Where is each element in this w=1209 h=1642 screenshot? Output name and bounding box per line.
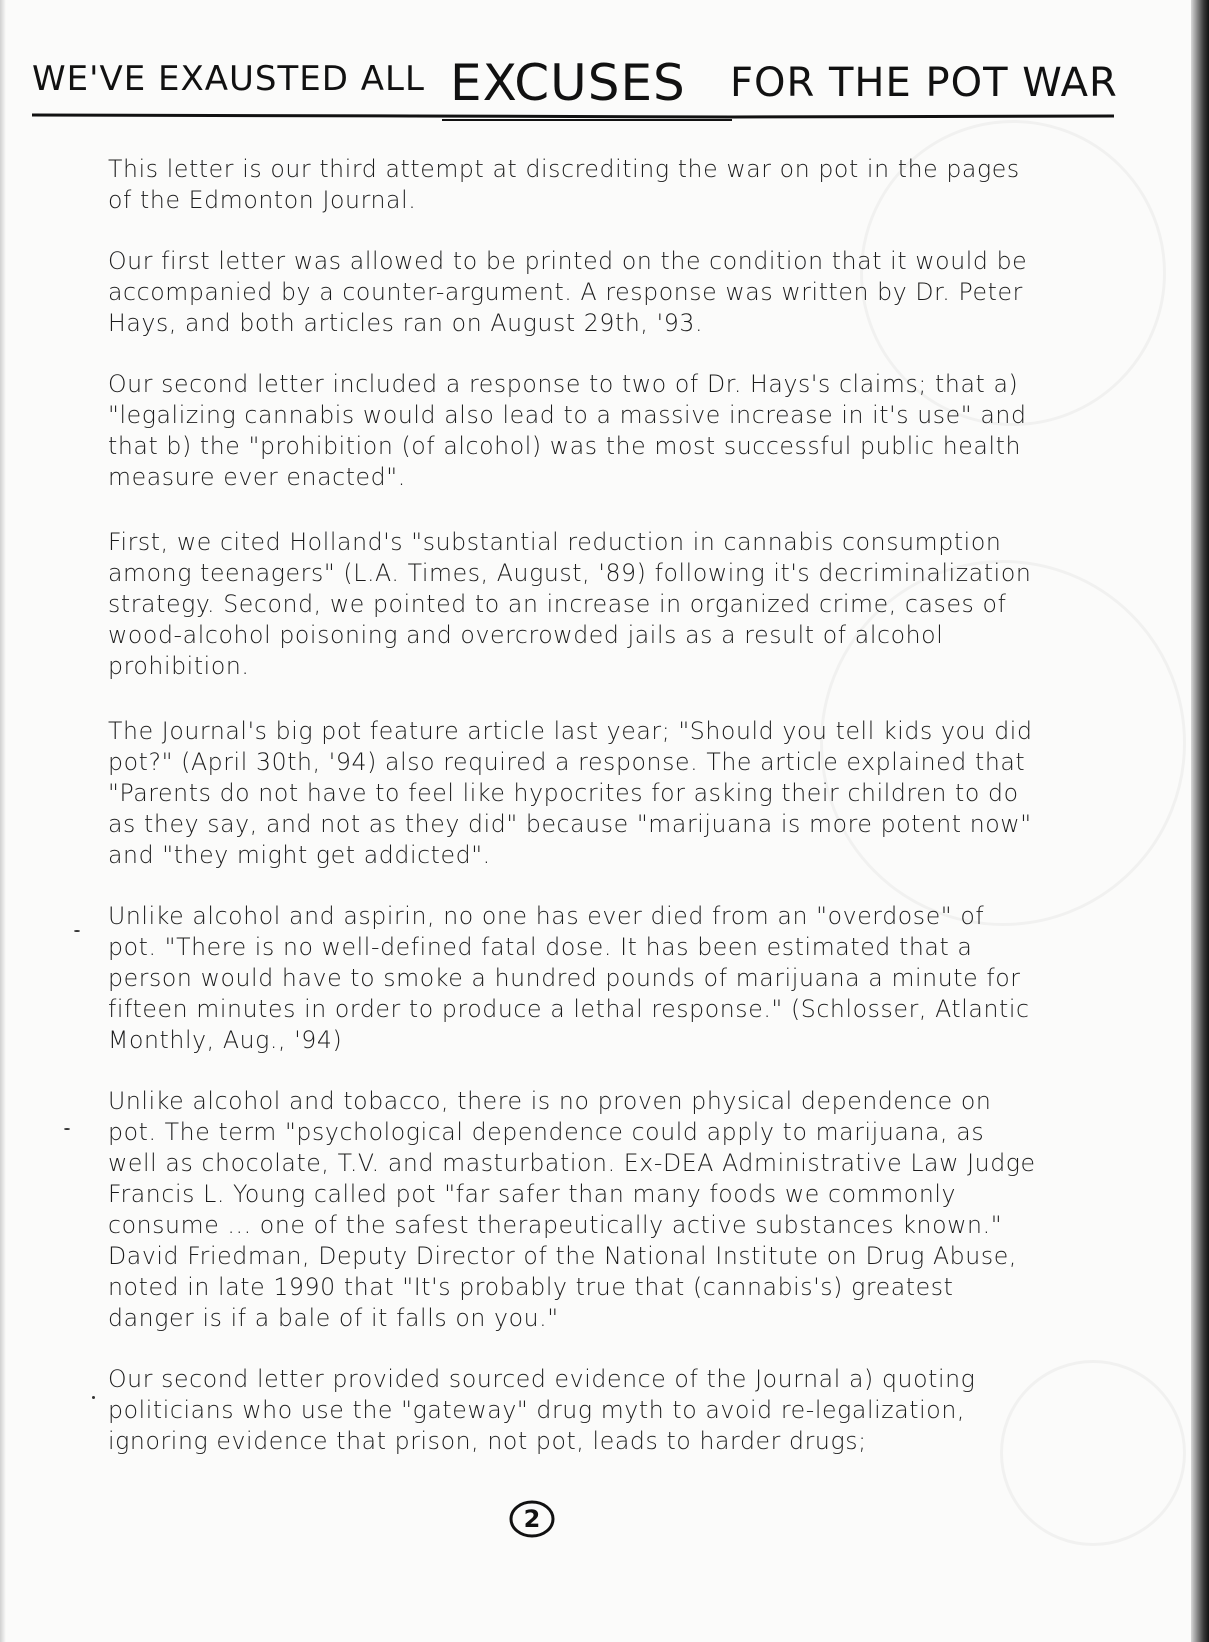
paragraph-2: Our first letter was allowed to be printed on the condition that it would be accompanied by a counter-argument. A response was written by Dr. Peter Hays, and both articles ran on August 29th, '93. <box>108 247 1028 337</box>
paragraph-3: Our second letter included a response to two of Dr. Hays's claims; that a) "legalizing cannabis would also lead to a massive increase in it's use" and that b) the "prohibition (of alcohol) was the most successful public health measure ever enacted". <box>108 370 1027 491</box>
page-number <box>508 1498 556 1540</box>
paragraph-8: Our second letter provided sourced evidence of the Journal a) quoting politicians who use the "gateway" drug myth to avoid re-legalization, ignoring evidence that prison, not pot, leads to harder drugs; <box>108 1365 976 1455</box>
headline-part-2: EXCUSES <box>450 54 686 112</box>
headline-part-1: WE'VE EXAUSTED ALL <box>32 59 425 99</box>
headline <box>32 28 1132 128</box>
page-shadow-left <box>0 0 6 1642</box>
paragraph-6: Unlike alcohol and aspirin, no one has ever died from an "overdose" of pot. "There is no well-defined fatal dose. It has been estimated that a person would have to smoke a hundred pounds of marijuana a minute for fifteen minutes in order to produce a lethal response." (Schlosser, Atlantic Monthly, Aug., '94) <box>108 902 1030 1054</box>
headline-underline <box>32 115 1114 117</box>
margin-speck <box>64 1128 70 1130</box>
paragraph-5: The Journal's big pot feature article last year; "Should you tell kids you did pot?" (April 30th, '94) also required a response. The article explained that "Parents do not have to feel like hypocrites for asking their children to do as they say, and not as they did" because "marijuana is more potent now" and "they might get addicted". <box>108 717 1033 869</box>
headline-part-3: FOR THE POT WAR <box>730 60 1118 106</box>
paragraph-4: First, we cited Holland's "substantial reduction in cannabis consumption among teenagers" (L.A. Times, August, '89) following it's decriminalization strategy. Second, we pointed to an increase in organized crime, cases of wood-alcohol poisoning and overcrowded jails as a result of alcohol prohibition. <box>108 528 1032 680</box>
margin-speck <box>92 1396 95 1399</box>
margin-speck <box>74 930 80 932</box>
page-number-text: 2 <box>523 1505 541 1533</box>
paragraph-1: This letter is our third attempt at discrediting the war on pot in the pages of the Edmonton Journal. <box>108 155 1020 214</box>
page-binding-edge <box>1191 0 1209 1642</box>
article-body <box>108 154 1038 1487</box>
paragraph-7: Unlike alcohol and tobacco, there is no proven physical dependence on pot. The term "psychological dependence could apply to marijuana, as well as chocolate, T.V. and masturbation. Ex-DEA Administrative Law Judge Francis L. Young called pot "far safer than many foods we commonly consume ... one of the safest therapeutically active substances known." David Friedman, Deputy Director of the National Institute on Drug Abuse, noted in late 1990 that "It's probably true that (cannabis's) greatest danger is if a bale of it falls on you." <box>108 1087 1036 1332</box>
